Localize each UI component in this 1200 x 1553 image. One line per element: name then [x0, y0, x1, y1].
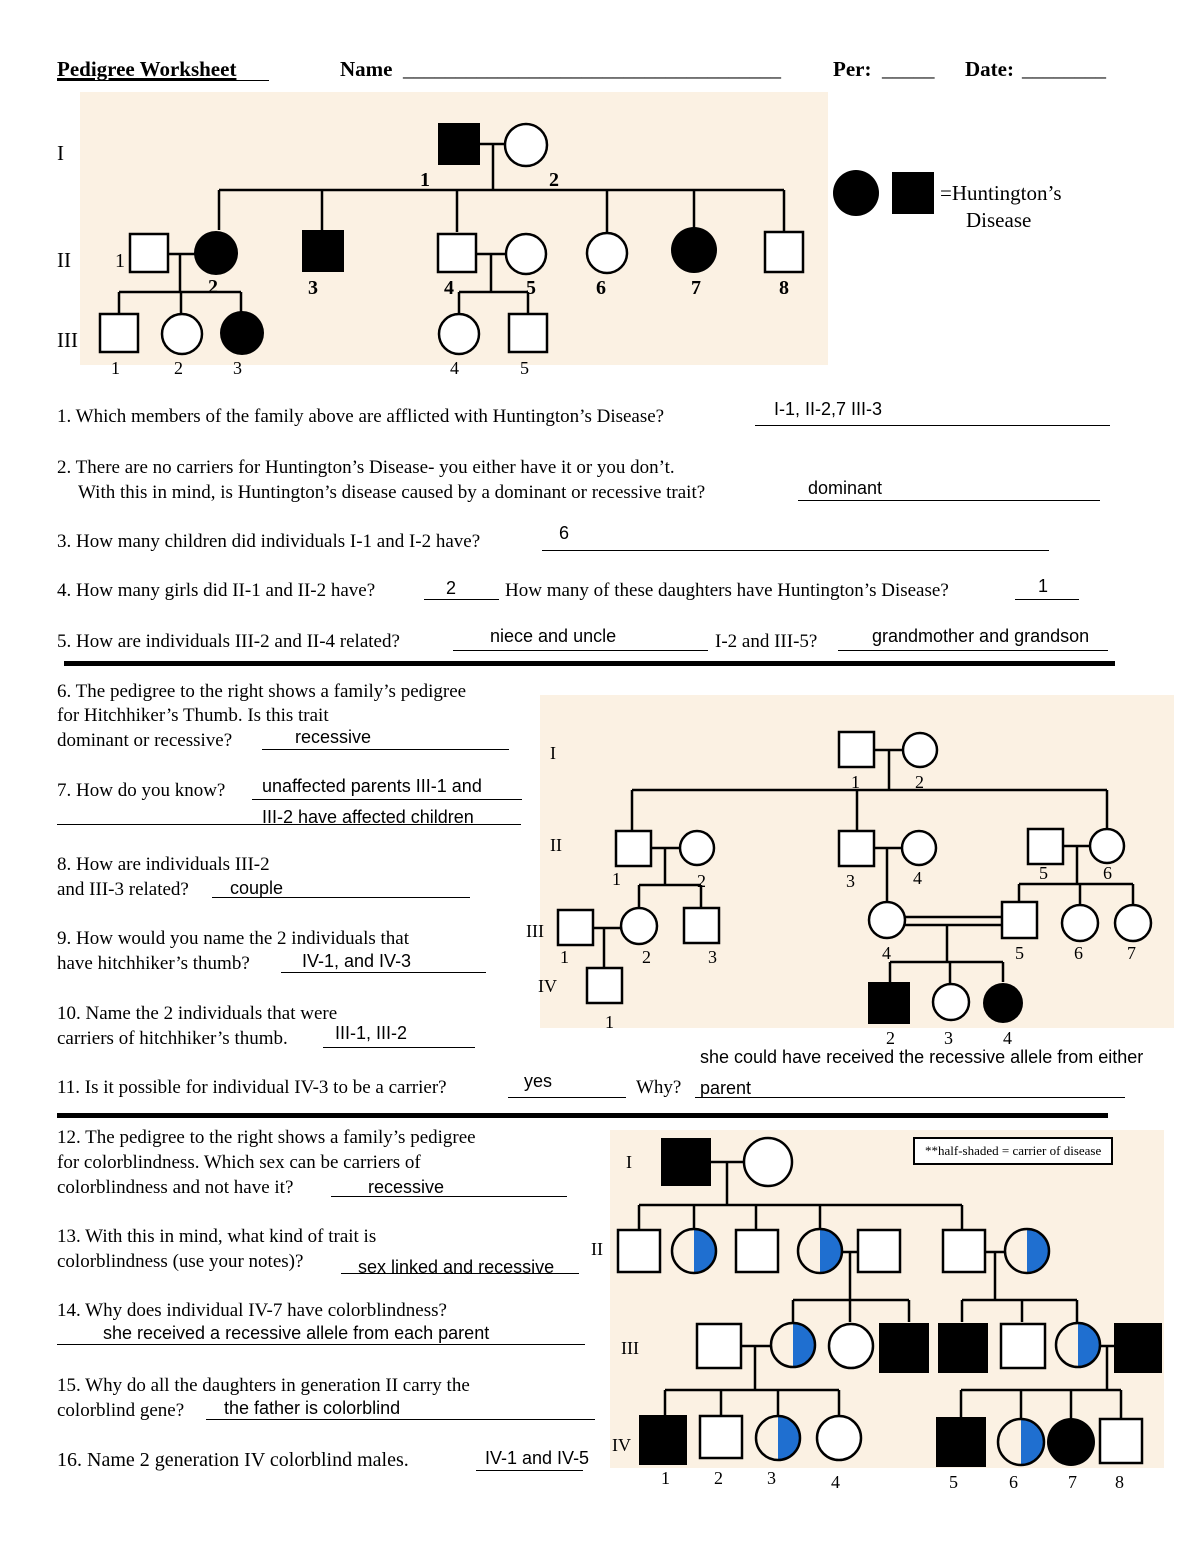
ped3-III-7-carrier-female [1056, 1323, 1100, 1367]
ped3-II-7-carrier-female [1005, 1229, 1049, 1273]
ped3-II-5-male [858, 1230, 900, 1272]
ped3-IV-5-affected-male [936, 1417, 986, 1467]
ped2-label: 6 [1103, 863, 1112, 883]
ped3-carrier-fill [1021, 1419, 1044, 1465]
ped3-III-3-female [829, 1324, 873, 1368]
date-label: Date: [965, 57, 1014, 81]
ped3-label: 6 [1009, 1472, 1018, 1492]
ped2-label: 3 [846, 871, 855, 891]
answer-14[interactable]: she received a recessive allele from each parent [103, 1323, 490, 1343]
ped1-label: 4 [444, 277, 454, 299]
ped3-IV-2-male [700, 1416, 742, 1458]
ped3-II-3-male [736, 1230, 778, 1272]
question-7: 7. How do you know? [57, 780, 226, 801]
answer-3[interactable]: 6 [559, 523, 570, 543]
answer-11-why-line-1[interactable]: she could have received the recessive allele from either [700, 1047, 1144, 1067]
question-5a: 5. How are individuals III-2 and II-4 related? [57, 631, 400, 652]
ped3-carrier-fill [820, 1229, 842, 1273]
ped1-label: 3 [308, 277, 318, 299]
ped2-label: 1 [612, 869, 621, 889]
answer-13[interactable]: sex linked and recessive [358, 1257, 555, 1277]
ped3-carrier-fill [778, 1416, 800, 1460]
ped3-I-1-affected-male [661, 1138, 711, 1186]
period-blank[interactable]: _____ [882, 57, 935, 81]
ped1-label: 1 [111, 358, 120, 378]
ped2-label: 2 [886, 1028, 895, 1048]
ped3-IV-4-female [817, 1416, 861, 1460]
question-6-line-3: dominant or recessive? [57, 730, 233, 751]
ped2-label: 2 [642, 947, 651, 967]
question-8-line-2: and III-3 related? [57, 879, 189, 900]
ped1-label: 5 [526, 277, 536, 299]
question-15-line-2: colorblind gene? [57, 1400, 185, 1421]
name-blank[interactable]: ____________________________________ [403, 57, 781, 81]
ped1-gen-I: I [57, 141, 64, 165]
worksheet-title: Pedigree Worksheet [57, 57, 237, 81]
ped2-label: 1 [560, 947, 569, 967]
question-14: 14. Why does individual IV-7 have colorblindness? [57, 1300, 447, 1321]
carrier-legend: **half-shaded = carrier of disease [913, 1137, 1113, 1165]
ped3-label: 5 [949, 1472, 958, 1492]
ped2-label: 7 [1127, 943, 1136, 963]
ped2-label: 3 [944, 1028, 953, 1048]
question-16: 16. Name 2 generation IV colorblind males. [57, 1449, 409, 1471]
ped3-gen-I: I [626, 1152, 632, 1172]
ped3-IV-1-affected-male [639, 1415, 687, 1465]
ped2-label: 3 [708, 947, 717, 967]
question-4a: 4. How many girls did II-1 and II-2 have? [57, 580, 376, 601]
ped1-label: 8 [779, 277, 789, 299]
ped2-label: 4 [1003, 1028, 1012, 1048]
ped2-label: 2 [915, 772, 924, 792]
huntington-legend-text-2: Disease [966, 208, 1032, 232]
ped3-label: 2 [714, 1468, 723, 1488]
question-3: 3. How many children did individuals I-1 and I-2 have? [57, 531, 481, 552]
question-13-line-1: 13. With this in mind, what kind of trait is [57, 1226, 377, 1247]
ped3-gen-III: III [621, 1338, 639, 1358]
ped3-IV-8-male [1100, 1419, 1142, 1463]
ped2-label: 4 [882, 943, 891, 963]
name-label: Name [340, 57, 393, 81]
ped1-label: 2 [549, 169, 559, 191]
date-blank[interactable]: ________ [1022, 57, 1106, 81]
question-9-line-2: have hitchhiker’s thumb? [57, 953, 250, 974]
answer-line-12 [331, 1196, 567, 1197]
ped2-label: 5 [1015, 943, 1024, 963]
ped2-label: 2 [697, 871, 706, 891]
ped3-III-5-affected-male [938, 1323, 988, 1373]
ped3-III-1-male [697, 1324, 741, 1368]
question-2-line-1: 2. There are no carriers for Huntington’s Disease- you either have it or you don’t. [57, 457, 675, 478]
answer-12[interactable]: recessive [368, 1177, 445, 1197]
ped1-label: 4 [450, 358, 459, 378]
answer-2[interactable]: dominant [808, 478, 883, 498]
answer-16[interactable]: IV-1 and IV-5 [485, 1448, 590, 1468]
ped3-gen-IV: IV [612, 1435, 631, 1455]
answer-line-14 [57, 1344, 585, 1345]
ped3-label: 8 [1115, 1472, 1124, 1492]
ped1-label: 1 [115, 250, 125, 272]
answer-5a[interactable]: niece and uncle [490, 626, 617, 646]
question-15-line-1: 15. Why do all the daughters in generation II carry the [57, 1375, 470, 1396]
ped3-III-2-carrier-female [771, 1323, 815, 1367]
ped3-III-8-affected-male [1114, 1323, 1162, 1373]
answer-5b[interactable]: grandmother and grandson [872, 626, 1090, 646]
ped3-I-2-female [744, 1138, 792, 1186]
answer-6[interactable]: recessive [295, 727, 372, 747]
huntington-legend-text: =Huntington’s [940, 181, 1062, 205]
ped3-IV-6-carrier-female [998, 1419, 1044, 1465]
ped3-II-1-male [618, 1230, 660, 1272]
answer-7-line-1[interactable]: unaffected parents III-1 and [262, 776, 482, 796]
question-11-why: Why? [636, 1077, 682, 1098]
ped3-III-4-affected-male [879, 1323, 929, 1373]
answer-4a[interactable]: 2 [446, 578, 457, 598]
ped2-gen-I: I [550, 743, 556, 763]
ped3-label: 3 [767, 1468, 776, 1488]
ped3-IV-3-carrier-female [756, 1416, 800, 1460]
ped3-label: 7 [1068, 1472, 1077, 1492]
ped2-gen-III: III [526, 921, 544, 941]
ped3-carrier-fill [694, 1229, 716, 1273]
question-6-line-2: for Hitchhiker’s Thumb. Is this trait [57, 705, 329, 726]
ped1-label: 2 [174, 358, 183, 378]
answer-15[interactable]: the father is colorblind [224, 1398, 401, 1418]
answer-11-why-line-2[interactable]: parent [700, 1078, 752, 1098]
ped3-II-6-male [943, 1230, 985, 1272]
ped1-label: 6 [596, 277, 606, 299]
ped3-gen-II: II [591, 1239, 603, 1259]
ped3-carrier-fill [1078, 1323, 1100, 1367]
ped2-label: 4 [913, 868, 922, 888]
ped2-gen-IV: IV [538, 976, 557, 996]
question-12-line-3: colorblindness and not have it? [57, 1177, 294, 1198]
answer-8[interactable]: couple [230, 878, 284, 898]
answer-11[interactable]: yes [524, 1071, 553, 1091]
question-13-line-2: colorblindness (use your notes)? [57, 1251, 304, 1272]
ped2-label: 6 [1074, 943, 1083, 963]
question-10-line-2: carriers of hitchhiker’s thumb. [57, 1028, 288, 1049]
question-8-line-1: 8. How are individuals III-2 [57, 854, 270, 875]
answer-4b[interactable]: 1 [1038, 576, 1049, 596]
ped3-IV-7-affected-female [1047, 1418, 1095, 1466]
ped2-gen-II: II [550, 835, 562, 855]
answer-line-15 [206, 1419, 595, 1420]
ped1-label: 5 [520, 358, 529, 378]
answer-10[interactable]: III-1, III-2 [335, 1023, 408, 1043]
question-5b: I-2 and III-5? [715, 631, 818, 652]
ped1-label: 3 [233, 358, 242, 378]
question-2-line-2: With this in mind, is Huntington’s disease caused by a dominant or recessive trait? [78, 482, 706, 503]
question-9-line-1: 9. How would you name the 2 individuals that [57, 928, 409, 949]
ped1-label: 1 [420, 169, 430, 191]
answer-7-line-2[interactable]: III-2 have affected children [262, 807, 474, 827]
ped1-label: 2 [208, 276, 218, 298]
ped1-gen-III: III [57, 328, 78, 352]
question-6-line-1: 6. The pedigree to the right shows a family’s pedigree [57, 681, 467, 702]
ped1-gen-II: II [57, 248, 71, 272]
ped3-carrier-fill [793, 1323, 815, 1367]
ped1-label: 7 [691, 277, 701, 299]
question-12-line-1: 12. The pedigree to the right shows a family’s pedigree [57, 1127, 476, 1148]
ped3-label: 4 [831, 1472, 840, 1492]
ped2-label: 1 [605, 1012, 614, 1032]
ped3-II-4-carrier-female [798, 1229, 842, 1273]
question-4b: How many of these daughters have Huntington’s Disease? [505, 580, 949, 601]
ped3-III-6-male [1001, 1324, 1045, 1368]
answer-9[interactable]: IV-1, and IV-3 [302, 951, 412, 971]
question-12-line-2: for colorblindness. Which sex can be carriers of [57, 1152, 421, 1173]
question-11: 11. Is it possible for individual IV-3 to be a carrier? [57, 1077, 447, 1098]
question-1: 1. Which members of the family above are afflicted with Huntington’s Disease? [57, 406, 665, 427]
ped3-label: 1 [661, 1468, 670, 1488]
answer-line-16 [476, 1470, 583, 1471]
period-label: Per: [833, 57, 872, 81]
ped2-label: 5 [1039, 863, 1048, 883]
ped2-label: 1 [851, 772, 860, 792]
ped3-carrier-fill [1027, 1229, 1049, 1273]
answer-1[interactable]: I-1, II-2,7 III-3 [774, 399, 883, 419]
ped3-II-2-carrier-female [672, 1229, 716, 1273]
question-10-line-1: 10. Name the 2 individuals that were [57, 1003, 338, 1024]
